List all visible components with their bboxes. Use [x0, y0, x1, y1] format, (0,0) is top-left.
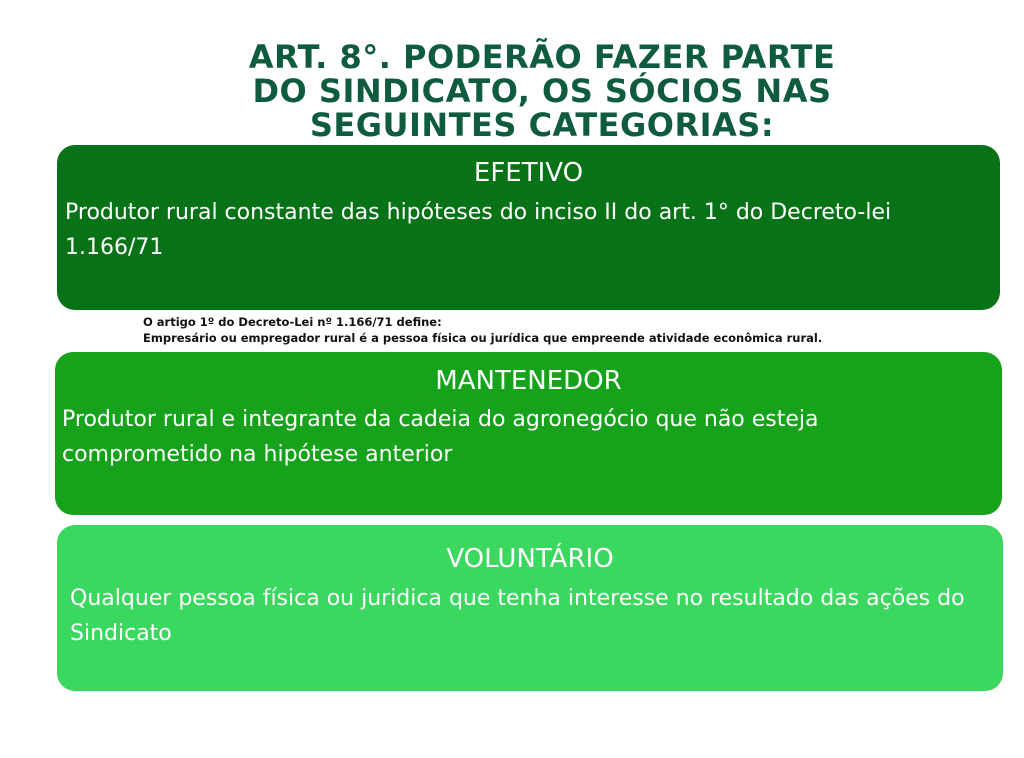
category-description-mantenedor: Produtor rural e integrante da cadeia do agronegócio que não esteja comprometido na hipótese anterior: [62, 407, 819, 467]
decree-note: [143, 314, 1003, 346]
category-card-mantenedor: [55, 352, 1002, 515]
decree-note-line-1: O artigo 1º do Decreto-Lei nº 1.166/71 define:: [143, 315, 442, 329]
title-line-1: ART. 8°. PODERÃO FAZER PARTE: [248, 38, 836, 76]
category-card-voluntario: [57, 525, 1003, 691]
category-description-efetivo: Produtor rural constante das hipóteses do inciso II do art. 1° do Decreto-lei 1.166/71: [65, 200, 892, 260]
category-heading-mantenedor: MANTENEDOR: [435, 366, 622, 396]
category-heading-voluntario: VOLUNTÁRIO: [446, 544, 614, 574]
decree-note-line-2: Empresário ou empregador rural é a pessoa física ou jurídica que empreende atividade econômica rural.: [143, 331, 823, 345]
category-description-voluntario: Qualquer pessoa física ou juridica que tenha interesse no resultado das ações do Sindicato: [70, 586, 965, 646]
title-line-3: SEGUINTES CATEGORIAS:: [309, 106, 775, 144]
title-line-2: DO SINDICATO, OS SÓCIOS NAS: [252, 72, 832, 110]
category-card-efetivo: [57, 145, 1000, 310]
category-heading-efetivo: EFETIVO: [473, 158, 584, 188]
page-title: [0, 40, 1024, 142]
